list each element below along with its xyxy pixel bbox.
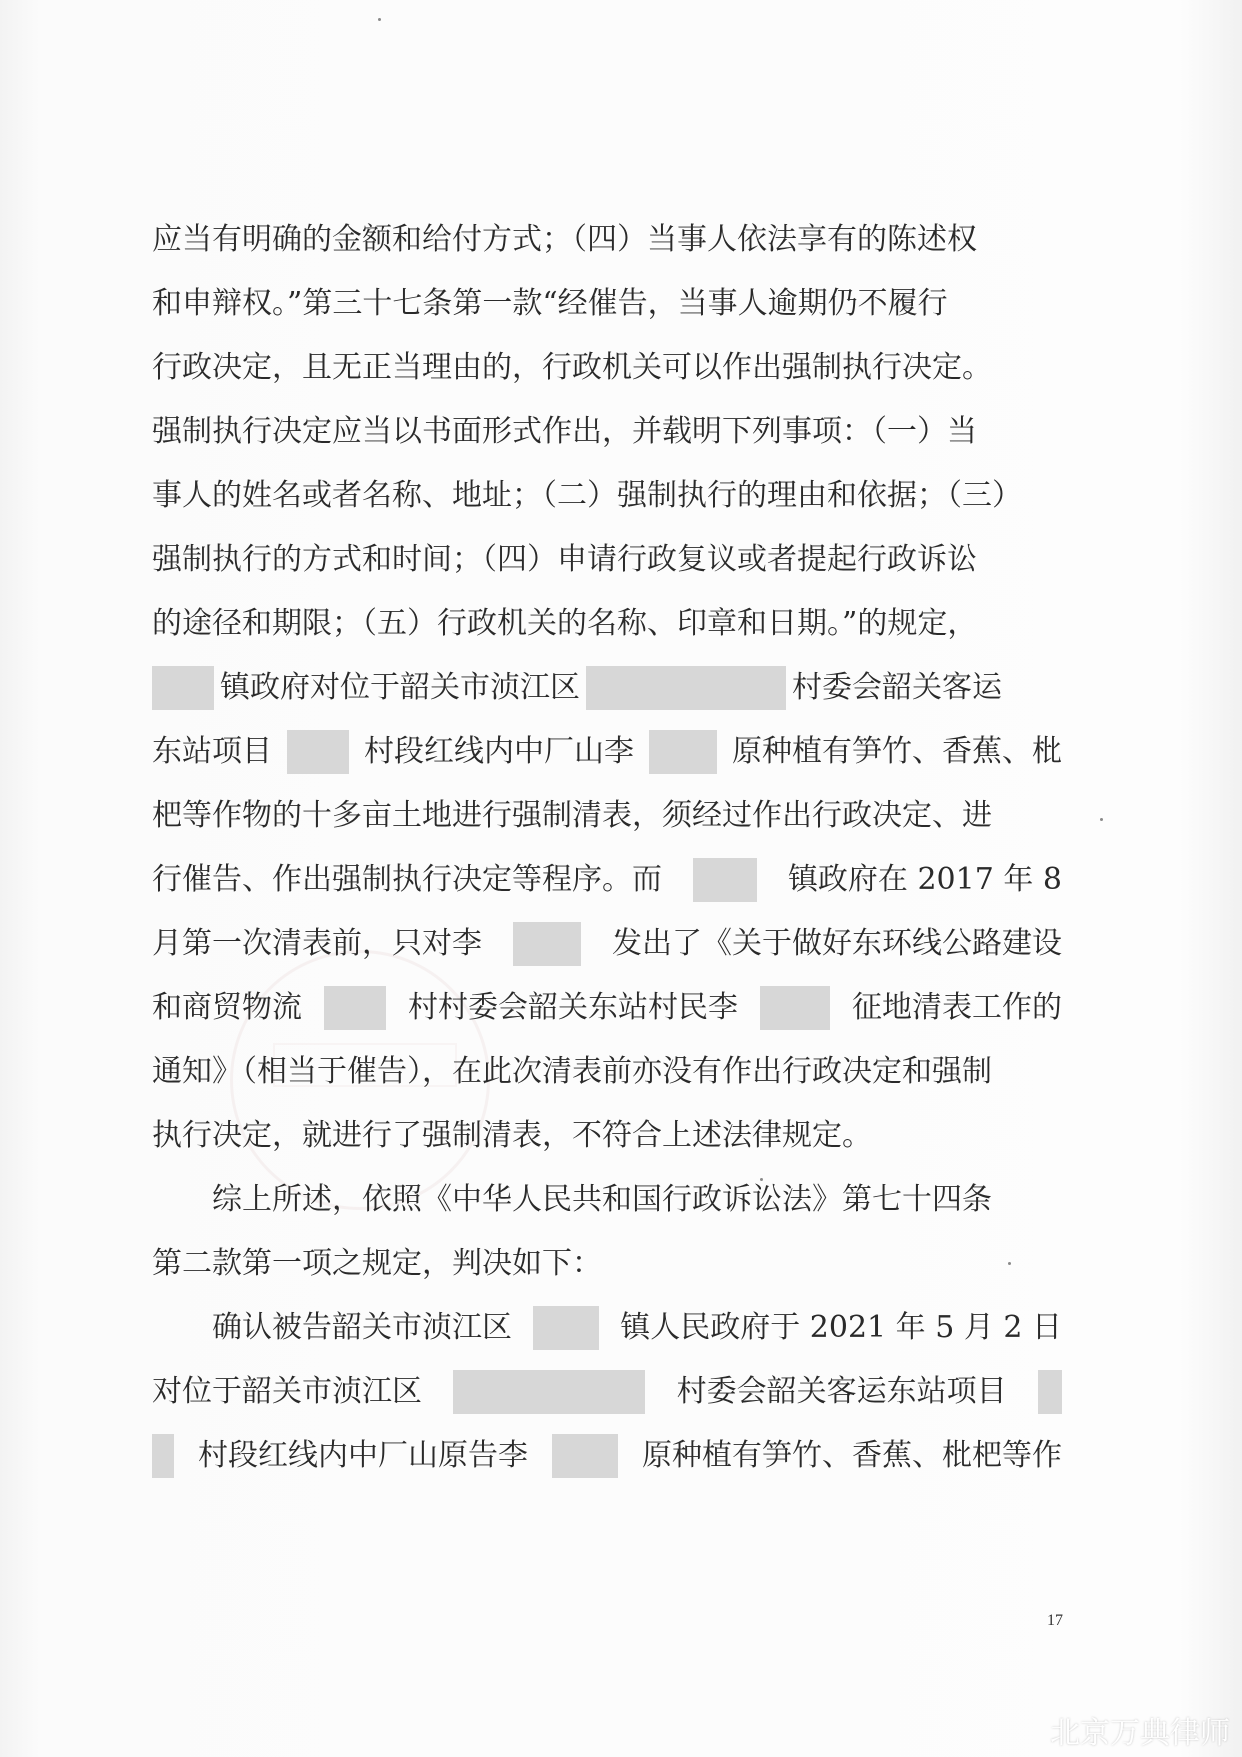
text-line [152, 848, 1062, 912]
redaction-block [533, 1306, 599, 1350]
text-line [152, 464, 1062, 528]
text-line [152, 400, 1062, 464]
text-segment: 确认被告韶关市浈江区 [212, 1310, 512, 1345]
text-segment: 原种植有笋竹、香蕉、枇 [732, 734, 1062, 769]
text-line [152, 656, 1062, 720]
text-line [152, 720, 1062, 784]
text-line [152, 1040, 1062, 1104]
redaction-block [552, 1434, 618, 1478]
redaction-block [1038, 1370, 1062, 1414]
text-segment: 发出了《关于做好东环线公路建设 [612, 926, 1062, 961]
text-segment: 行催告、作出强制执行决定等程序。而 [152, 862, 662, 897]
text-line [152, 1232, 1062, 1296]
text-segment: 征地清表工作的 [852, 990, 1062, 1025]
text-line [152, 336, 1062, 400]
text-segment: 村村委会韶关东站村民李 [408, 990, 738, 1025]
watermark: 北京万典律师 [1050, 1716, 1230, 1751]
text-segment: 通知》（相当于催告），在此次清表前亦没有作出行政决定和强制 [152, 1054, 992, 1089]
text-segment: 东站项目 [152, 734, 272, 769]
redaction-block [513, 922, 581, 966]
text-segment: 村委会韶关客运 [792, 670, 1002, 705]
text-segment: 原种植有笋竹、香蕉、枇杷等作 [642, 1438, 1062, 1473]
text-segment: 行政决定，且无正当理由的，行政机关可以作出强制执行决定。 [152, 350, 992, 385]
text-segment: 镇人民政府于 2021 年 5 月 2 日 [620, 1310, 1062, 1345]
text-line [152, 784, 1062, 848]
scan-speck [378, 18, 381, 21]
text-line [152, 272, 1062, 336]
text-line [152, 528, 1062, 592]
redaction-block [287, 730, 349, 774]
text-line [152, 1424, 1062, 1488]
redaction-block [152, 1434, 174, 1478]
redaction-block [152, 666, 214, 710]
text-line [152, 1104, 1062, 1168]
scan-speck [1100, 818, 1103, 821]
text-segment: 强制执行的方式和时间；（四）申请行政复议或者提起行政诉讼 [152, 542, 977, 577]
text-segment: 综上所述，依照《中华人民共和国行政诉讼法》第七十四条 [212, 1182, 992, 1217]
text-segment: 执行决定，就进行了强制清表，不符合上述法律规定。 [152, 1118, 872, 1153]
text-line [212, 1168, 1062, 1232]
redaction-block [760, 986, 830, 1030]
text-line [152, 592, 1062, 656]
text-line [152, 912, 1062, 976]
text-line [152, 976, 1062, 1040]
text-segment: 和商贸物流 [152, 990, 302, 1025]
text-segment: 的途径和期限；（五）行政机关的名称、印章和日期。”的规定， [152, 606, 978, 641]
text-segment: 村委会韶关客运东站项目 [676, 1374, 1007, 1409]
text-segment: 对位于韶关市浈江区 [152, 1374, 422, 1409]
redaction-block [649, 730, 717, 774]
redaction-block [324, 986, 386, 1030]
text-line [152, 208, 1062, 272]
text-segment: 第二款第一项之规定，判决如下： [152, 1246, 602, 1281]
text-segment: 事人的姓名或者名称、地址；（二）强制执行的理由和依据；（三） [152, 478, 1022, 513]
redaction-block [693, 858, 757, 902]
text-segment: 强制执行决定应当以书面形式作出，并载明下列事项：（一）当 [152, 414, 977, 449]
redaction-block [453, 1370, 645, 1414]
text-segment: 镇政府对位于韶关市浈江区 [220, 670, 580, 705]
text-segment: 杷等作物的十多亩土地进行强制清表，须经过作出行政决定、进 [152, 798, 992, 833]
text-segment: 和申辩权。”第三十七条第一款“经催告，当事人逾期仍不履行 [152, 286, 948, 321]
text-segment: 应当有明确的金额和给付方式；（四）当事人依法享有的陈述权 [152, 222, 977, 257]
text-segment: 村段红线内中厂山李 [364, 734, 634, 769]
redaction-block [586, 666, 786, 710]
text-segment: 镇政府在 2017 年 8 [787, 862, 1062, 897]
text-segment: 月第一次清表前，只对李 [152, 926, 482, 961]
text-segment: 村段红线内中厂山原告李 [198, 1438, 528, 1473]
text-line [152, 1360, 1062, 1424]
page-number: 17 [1047, 1612, 1063, 1629]
text-line [212, 1296, 1062, 1360]
